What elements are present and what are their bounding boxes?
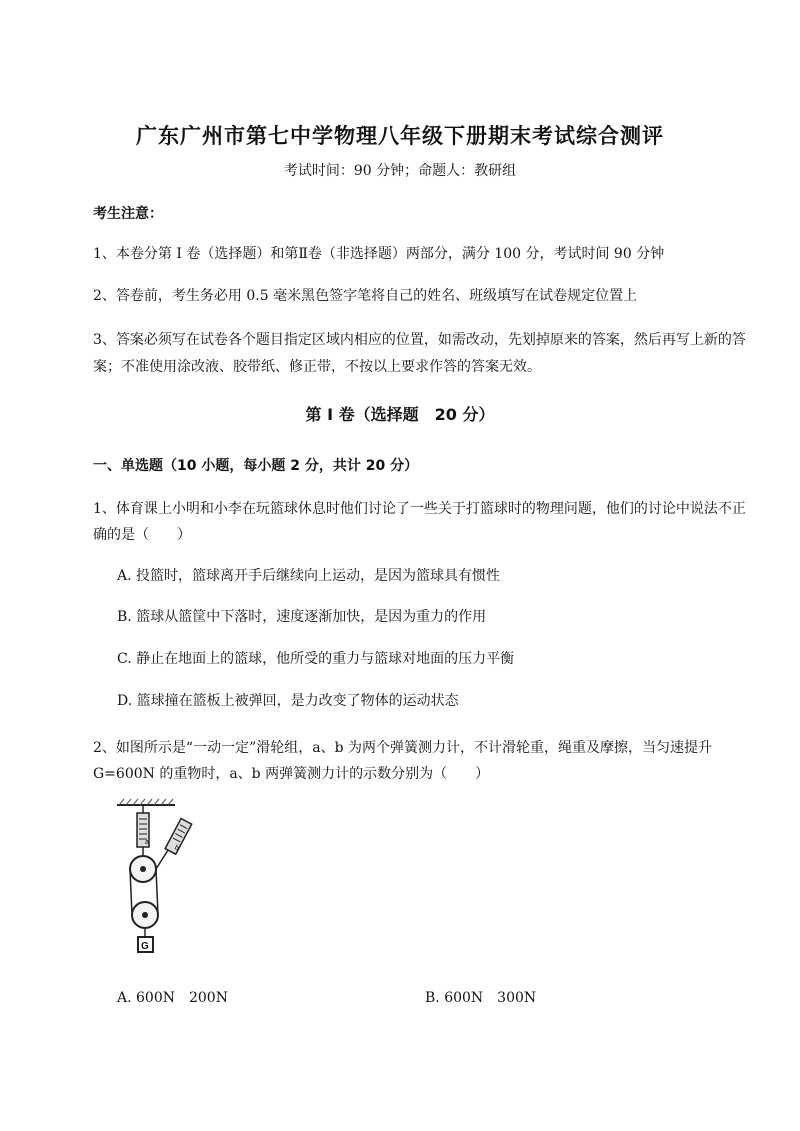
notice-heading: 考生注意： [93, 206, 163, 222]
question-option: B. 篮球从篮筐中下落时，速度逐渐加快，是因为重力的作用 [117, 609, 487, 625]
question-option: A. 投篮时，篮球离开手后继续向上运动，是因为篮球具有惯性 [117, 568, 501, 584]
scale-b-label: b [173, 844, 180, 853]
notice-item: 1、本卷分第 I 卷（选择题）和第Ⅱ卷（非选择题）两部分，满分 100 分，考试时间 90 分钟 [93, 246, 665, 262]
question-stem: 2、如图所示是“一动一定”滑轮组，a、b 为两个弹簧测力计，不计滑轮重，绳重及摩擦，当匀速提升 G=600N 的重物时，a、b 两弹簧测力计的示数分别为（ ） [93, 740, 712, 782]
scale-a-label: a [145, 839, 149, 846]
question-option: A. 600N 200N [117, 990, 228, 1006]
question-option: B. 600N 300N [425, 990, 537, 1006]
weight-label: G [141, 941, 149, 952]
notice-item: 3、答案必须写在试卷各个题目指定区域内相应的位置，如需改动，先划掉原来的答案，然后再写上新的答案；不准使用涂改液、胶带纸、修正带，不按以上要求作答的答案无效。 [93, 332, 746, 375]
exam-subtitle: 考试时间：90 分钟；命题人：教研组 [283, 163, 517, 179]
question-option: D. 篮球撞在篮板上被弹回，是力改变了物体的运动状态 [117, 693, 459, 709]
question-option: C. 静止在地面上的篮球，他所受的重力与篮球对地面的压力平衡 [117, 651, 515, 667]
section-title: 第 I 卷（选择题 20 分） [305, 405, 495, 424]
question-stem: 1、体育课上小明和小李在玩篮球休息时他们讨论了一些关于打篮球时的物理问题，他们的讨论中说法不正确的是（ ） [93, 501, 746, 543]
pulley-figure [115, 797, 200, 957]
part-heading: 一、单选题（10 小题，每小题 2 分，共计 20 分） [93, 458, 419, 474]
exam-title: 广东广州市第七中学物理八年级下册期末考试综合测评 [136, 124, 664, 148]
notice-item: 2、答卷前，考生务必用 0.5 毫米黑色签字笔将自己的姓名、班级填写在试卷规定位置上 [93, 288, 638, 304]
